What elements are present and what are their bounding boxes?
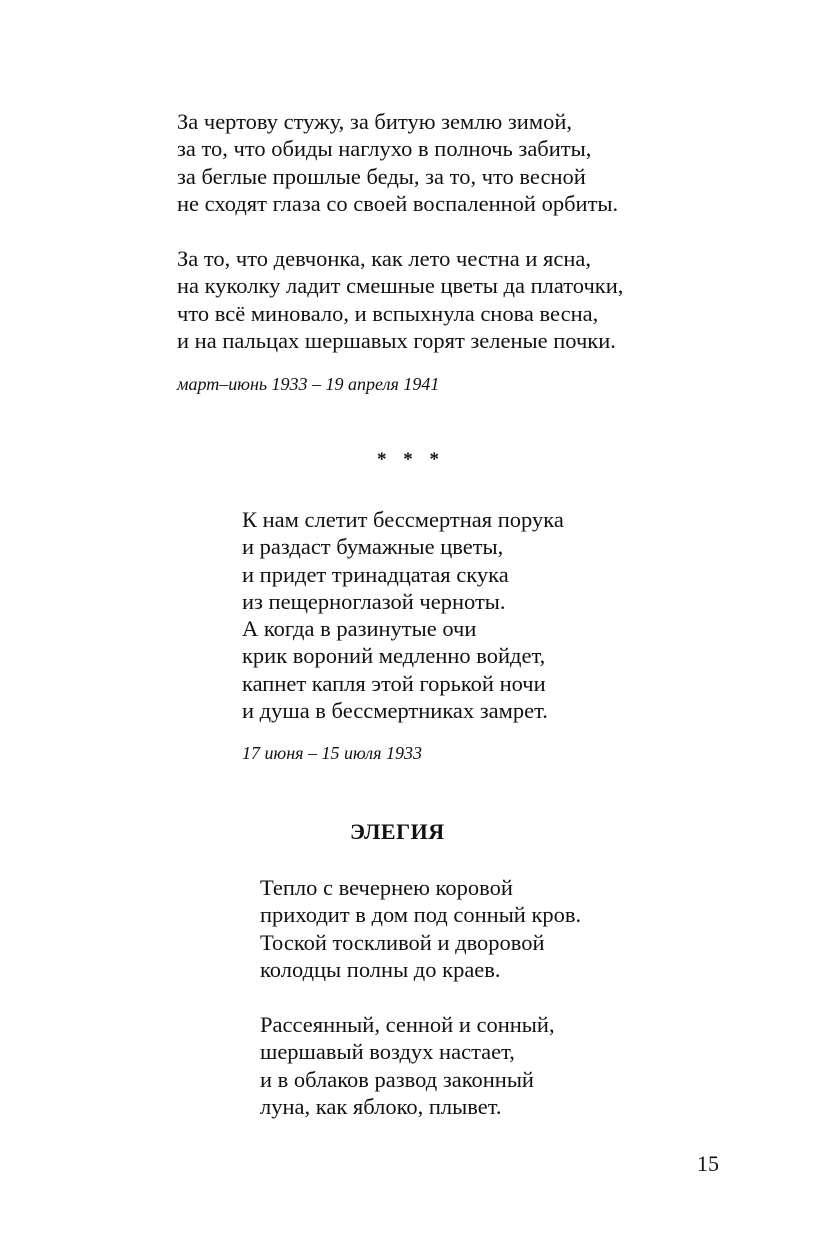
poem-line: Тепло с вечернею коровой — [260, 875, 513, 900]
poem-line: шершавый воздух настает, — [260, 1039, 515, 1065]
poem-line: А когда в разинутые очи — [242, 616, 477, 642]
poem2-body — [242, 506, 564, 724]
poem-line: из пещерноглазой черноты. — [242, 588, 506, 614]
page-number: 15 — [697, 1151, 719, 1176]
poem-line: за то, что обиды наглухо в полночь забиты, — [177, 136, 592, 162]
poem-line: За то, что девчонка, как лето честна и ясна, — [177, 246, 592, 271]
poem-line: и придет тринадцатая скука — [242, 561, 509, 587]
poem-separator: * * * — [377, 449, 445, 470]
poem-line: и раздаст бумажные цветы, — [242, 534, 504, 560]
poem-line: что всё миновало, и вспыхнула снова весна, — [177, 300, 599, 326]
poem-line: и в облаков развод законный — [260, 1066, 534, 1092]
poem1-date: март–июнь 1933 – 19 апреля 1941 — [177, 374, 440, 394]
poem3-stanza2 — [260, 1011, 555, 1120]
poem2-date: 17 июня – 15 июля 1933 — [242, 743, 422, 763]
poem-line: луна, как яблоко, плывет. — [260, 1093, 502, 1119]
poem1-stanza2 — [177, 245, 623, 354]
poem-line: Тоской тоскливой и дворовой — [260, 929, 545, 955]
poem-line: колодцы полны до краев. — [260, 956, 501, 982]
poem3-stanza1 — [260, 874, 581, 983]
poem-line: за беглые прошлые беды, за то, что весной — [177, 163, 586, 189]
poem-line: приходит в дом под сонный кров. — [260, 902, 582, 928]
poem1-stanza1 — [177, 108, 618, 217]
poem-line: и душа в бессмертниках замрет. — [242, 698, 548, 724]
poem-line: За чертову стужу, за битую землю зимой, — [177, 109, 572, 134]
poem-line: не сходят глаза со своей воспаленной орбиты. — [177, 190, 619, 216]
poem-line: на куколку ладит смешные цветы да платочки, — [177, 273, 624, 299]
poem-line: Рассеянный, сенной и сонный, — [260, 1012, 555, 1037]
poem-line: крик вороний медленно войдет, — [242, 643, 546, 669]
poem-line: К нам слетит бессмертная порука — [242, 507, 564, 532]
poem-line: капнет капля этой горькой ночи — [242, 670, 546, 696]
poem-title: ЭЛЕГИЯ — [350, 819, 445, 844]
poem-line: и на пальцах шершавых горят зеленые почки. — [177, 327, 616, 353]
